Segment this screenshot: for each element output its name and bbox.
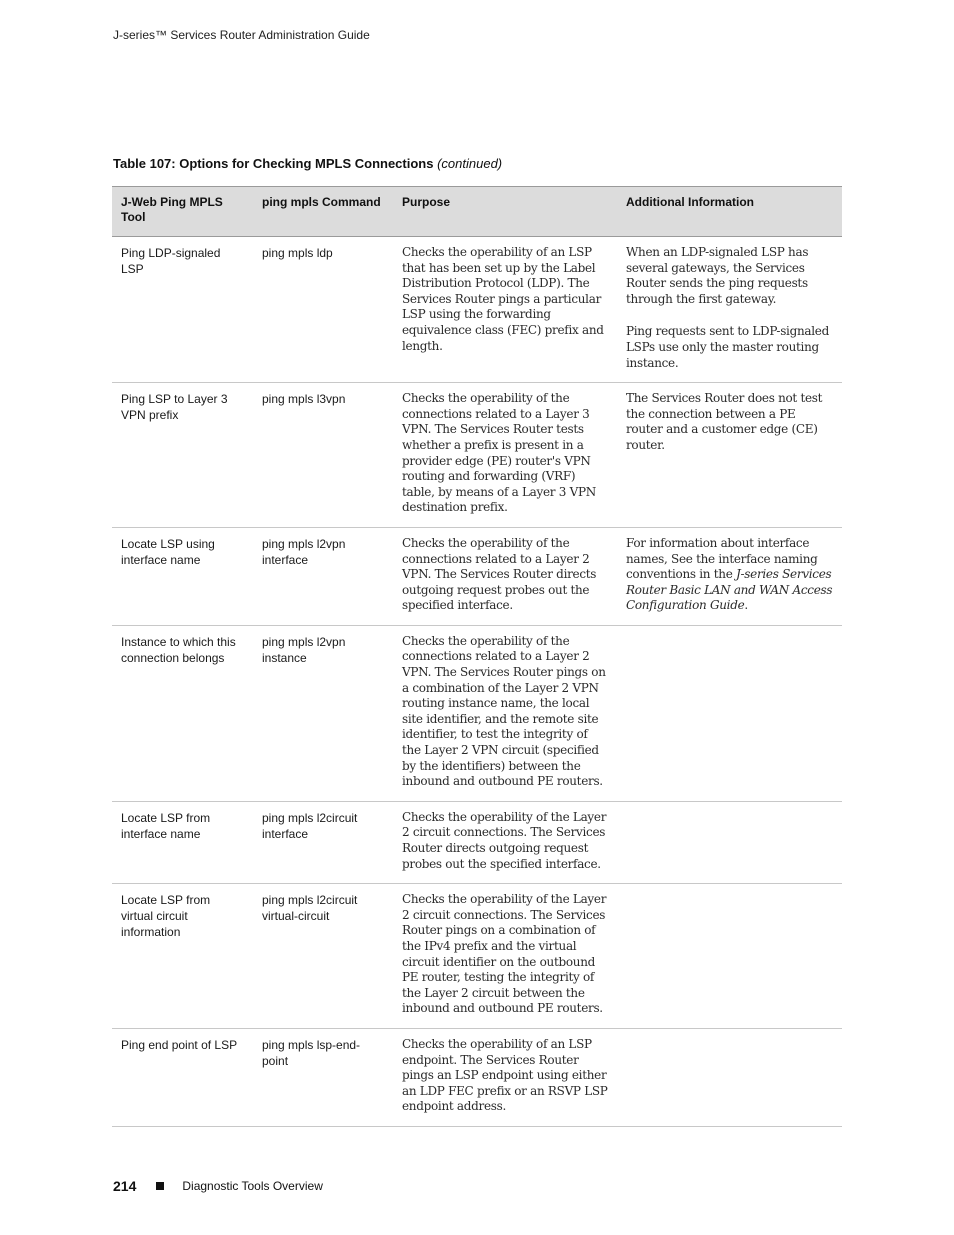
cell-purpose: Checks the operability of an LSP that has been set up by the Label Distribution Protocol (LDP). The Services Router pings a particular LSP using the forwarding equivalence class (FEC) prefix and length. [393, 237, 617, 383]
info-text-end: . [744, 598, 748, 613]
column-header-tool: J-Web Ping MPLS Tool [112, 187, 253, 237]
cell-purpose: Checks the operability of the connections related to a Layer 2 VPN. The Services Router directs outgoing request probes out the specified interface. [393, 527, 617, 625]
cell-additional-information [617, 884, 842, 1029]
mpls-options-table [112, 186, 842, 1127]
cell-additional-information [617, 237, 842, 383]
info-text: For information about interface names, See the interface naming conventions in the [626, 535, 818, 582]
table-row [112, 625, 842, 801]
page-footer [113, 1178, 323, 1194]
column-header-command: ping mpls Command [253, 187, 393, 237]
cell-purpose: Checks the operability of the Layer 2 circuit connections. The Services Router directs outgoing request probes out the specified interface. [393, 801, 617, 883]
cell-command: ping mpls l2vpn interface [253, 527, 393, 625]
info-paragraph: When an LDP-signaled LSP has several gateways, the Services Router sends the ping requests through the first gateway. [626, 245, 809, 306]
cell-additional-information [617, 801, 842, 883]
column-header-purpose: Purpose [393, 187, 617, 237]
cell-additional-information [617, 527, 842, 625]
cell-additional-information: The Services Router does not test the connection between a PE router and a customer edge (CE) router. [617, 383, 842, 528]
cell-purpose: Checks the operability of the connections related to a Layer 2 VPN. The Services Router pings on a combination of the Layer 2 VPN routing instance name, the local site identifier, and the remote site identifier, to test the integrity of the Layer 2 VPN circuit (specified by the identifiers) between the inbound and outbound PE routers. [393, 625, 617, 801]
cell-command: ping mpls lsp-end-point [253, 1028, 393, 1126]
cell-tool: Ping end point of LSP [112, 1028, 253, 1126]
table-row [112, 884, 842, 1029]
cell-command: ping mpls l2circuit interface [253, 801, 393, 883]
cell-purpose: Checks the operability of the connections related to a Layer 3 VPN. The Services Router tests whether a prefix is present in a provider edge (PE) router's VPN routing and forwarding (VRF) table, by means of a Layer 3 VPN destination prefix. [393, 383, 617, 528]
cell-purpose: Checks the operability of an LSP endpoint. The Services Router pings an LSP endpoint using either an LDP FEC prefix or an RSVP LSP endpoint address. [393, 1028, 617, 1126]
guide-reference: J-series Services Router Basic LAN and WAN Access Configuration Guide [626, 567, 833, 613]
cell-tool: Instance to which this connection belongs [112, 625, 253, 801]
table-header-row [112, 187, 842, 237]
table-row [112, 1028, 842, 1126]
info-paragraph: Ping requests sent to LDP-signaled LSPs use only the master routing instance. [626, 324, 829, 370]
cell-command: ping mpls l3vpn [253, 383, 393, 528]
cell-additional-information [617, 1028, 842, 1126]
cell-purpose: Checks the operability of the Layer 2 circuit connections. The Services Router pings on a combination of the IPv4 prefix and the virtual circuit identifier on the outbound PE router, testing the integrity of the Layer 2 circuit between the inbound and outbound PE routers. [393, 884, 617, 1029]
column-header-additional-information: Additional Information [617, 187, 842, 237]
table-caption-title: Table 107: Options for Checking MPLS Connections [113, 156, 434, 171]
cell-tool: Locate LSP from virtual circuit information [112, 884, 253, 1029]
cell-additional-information [617, 625, 842, 801]
table-row [112, 383, 842, 528]
cell-tool: Locate LSP using interface name [112, 527, 253, 625]
table-caption-continued: (continued) [437, 156, 503, 171]
cell-command: ping mpls l2vpn instance [253, 625, 393, 801]
table-row [112, 527, 842, 625]
footer-section-title: Diagnostic Tools Overview [182, 1179, 323, 1193]
page-number: 214 [113, 1178, 137, 1194]
cell-command: ping mpls ldp [253, 237, 393, 383]
table-caption [113, 156, 502, 171]
square-bullet-icon [156, 1182, 164, 1190]
cell-tool: Ping LSP to Layer 3 VPN prefix [112, 383, 253, 528]
table-row [112, 801, 842, 883]
cell-tool: Ping LDP-signaled LSP [112, 237, 253, 383]
cell-command: ping mpls l2circuit virtual-circuit [253, 884, 393, 1029]
cell-tool: Locate LSP from interface name [112, 801, 253, 883]
running-header: J-series™ Services Router Administration Guide [113, 28, 370, 42]
table-row [112, 237, 842, 383]
